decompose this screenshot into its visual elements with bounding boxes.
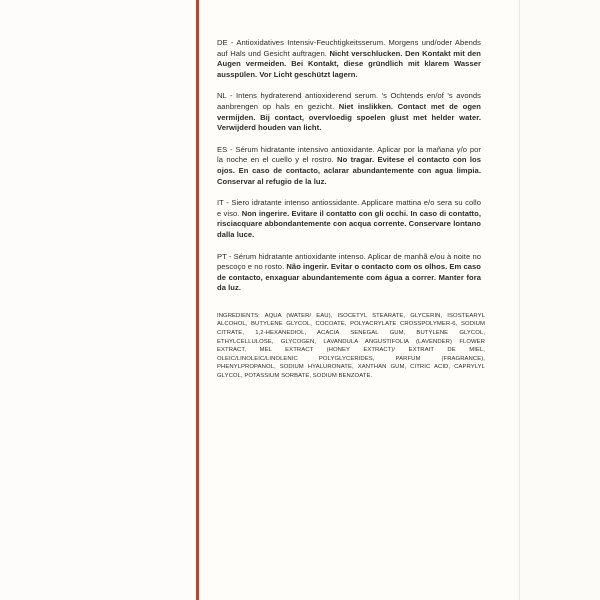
instruction-text-de: DE - Antioxidatives Intensiv-Feuchtigkeitsserum. Morgens und/oder Abends auf Hals und Gesicht auftragen. Nicht verschlucken. Den Kontakt mit den Augen vermeiden. Bei Kontakt, diese gründlich mit klarem Wasser ausspülen. Vor Licht geschützt lagern. bbox=[217, 38, 481, 79]
instruction-block-de bbox=[217, 38, 481, 80]
panel-top-band bbox=[199, 0, 516, 8]
background-left bbox=[0, 0, 196, 600]
instructions-content bbox=[217, 38, 485, 421]
instruction-text-es: ES - Sérum hidratante intensivo antioxidante. Aplicar por la mañana y/o por la noche en el cuello y el rostro. No tragar. Evitese el contacto con los ojos. En caso de contacto, aclarar abundantemente con agua limpia. Conservar al refugio de la luz. bbox=[217, 144, 481, 186]
ingredients-text: INGREDIENTS: AQUA (WATER/ EAU), ISOCETYL STEARATE, GLYCERIN, ISOSTEARYL ALCOHOL, BUTYLENE GLYCOL, COCOATE, POLYACRYLATE CROSSPOLYMER-6, SODIUM CITRATE, 1,2-HEXANEDIOL, ACACIA SENEGAL GUM, BUTYLENE GLYCOL, ETHYLCELLULOSE, GLYCOGEN, LAVANDULA ANGUSTIFOLIA (LAVENDER) FLOWER EXTRACT, MEL EXTRACT (HONEY EXTRACT)/ EXTRAIT DE MIEL, OLEIC/LINOLEIC/LINOLENIC POLYGLYCERIDES, PARFUM (FRAGRANCE), PHENYLPROPANOL, SODIUM HYALURONATE, XANTHAN GUM, CITRIC ACID, CAPRYLYL GLYCOL, POTASSIUM SORBATE, SODIUM BENZOATE. bbox=[217, 312, 485, 380]
instruction-block-pt bbox=[217, 252, 481, 294]
instructions-panel bbox=[199, 0, 516, 600]
panel-bottom-spacer bbox=[217, 381, 481, 421]
carton-fold-edge-right-secondary bbox=[519, 0, 520, 600]
instruction-block-it bbox=[217, 198, 481, 240]
ingredients-block bbox=[217, 312, 485, 381]
instruction-text-it: IT - Siero idratante intenso antiossidante. Applicare mattina e/o sera su collo e viso. Non ingerire. Evitare il contatto con gli occhi. In caso di contatto, risciacquare abbondantemente con acqua corrente. Conservare lontano dalla luce. bbox=[217, 198, 481, 239]
instruction-text-nl: NL - Intens hydraterend antioxiderend serum. 's Ochtends en/of 's avonds aanbrengen op hals en gezicht. Niet inslikken. Contact met de ogen vermijden. Bij contact, overvloedig spoelen glust met helder water. Verwijderd houden van licht. bbox=[217, 91, 481, 133]
instruction-text-pt: PT - Sérum hidratante antioxidante intenso. Aplicar de manhã e/ou à noite no pescoço e no rosto. Não ingerir. Evitar o contacto com os olhos. Em caso de contacto, enxaguar abundantemente com água a correr. Manter fora da luz. bbox=[217, 251, 481, 293]
background-right bbox=[516, 0, 600, 600]
instruction-block-es bbox=[217, 145, 481, 187]
instruction-block-nl bbox=[217, 91, 481, 133]
